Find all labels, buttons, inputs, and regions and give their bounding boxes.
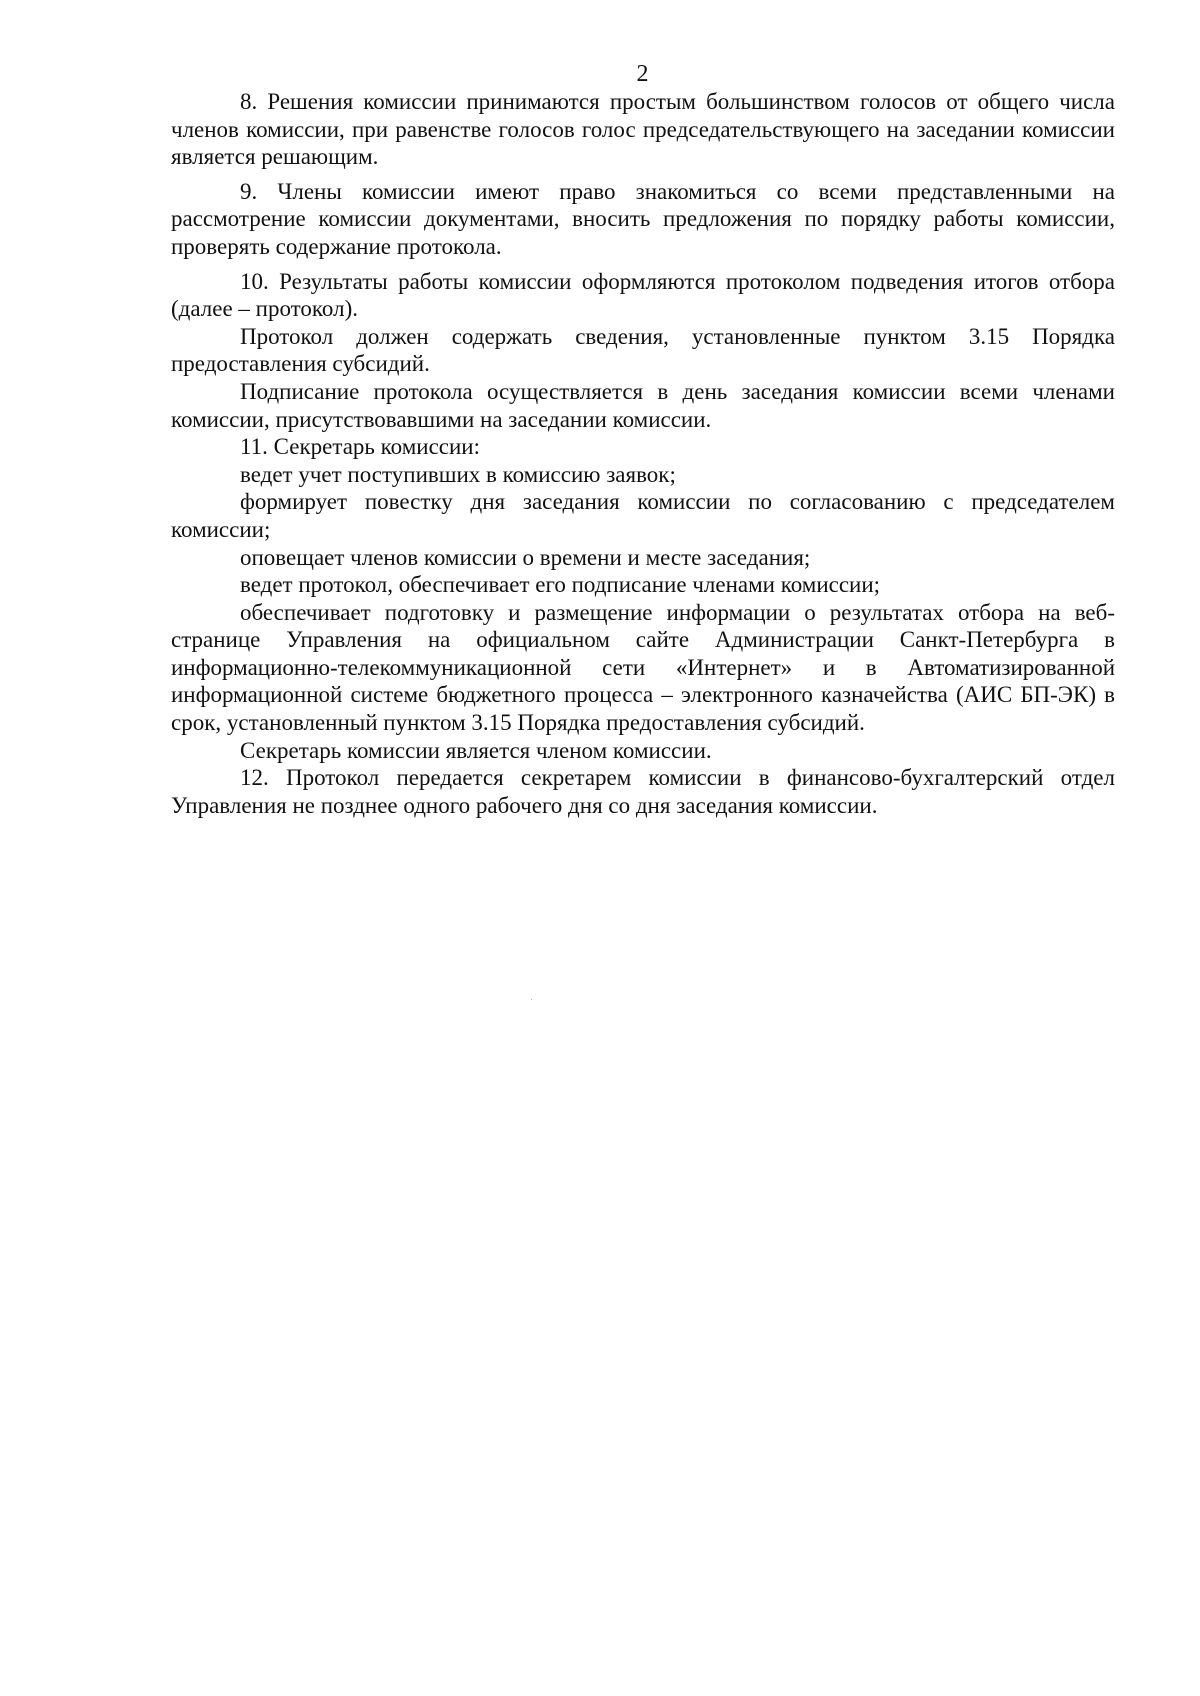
- page-number: 2: [636, 61, 649, 87]
- scan-speck: [531, 999, 532, 1000]
- paragraph-item-9: 9. Члены комиссии имеют право знакомиться со всеми представленными на рассмотрение комиссии документами, вносить предложения по порядку работы комиссии, проверять содержание протокола.: [171, 178, 1115, 259]
- paragraph-item-10: 10. Результаты работы комиссии оформляются протоколом подведения итогов отбора (далее – протокол).: [171, 268, 1115, 322]
- paragraph-secretary-duty-5: обеспечивает подготовку и размещение информации о результатах отбора на веб-странице Управления на официальном сайте Администрации Санкт-Петербурга в информационно-телекоммуникационной сети «Интернет» и в Автоматизированной информационной системе бюджетного процесса – электронного казначейства (АИС БП-ЭК) в срок, установленный пунктом 3.15 Порядка предоставления субсидий.: [171, 599, 1115, 736]
- paragraph-secretary-duty-2: формирует повестку дня заседания комиссии по согласованию с председателем комиссии;: [171, 489, 1115, 542]
- paragraph-protocol-signing: Подписание протокола осуществляется в день заседания комиссии всеми членами комиссии, присутствовавшими на заседании комиссии.: [171, 378, 1115, 432]
- paragraph-item-12: 12. Протокол передается секретарем комиссии в финансово-бухгалтерский отдел Управления не позднее одного рабочего дня со дня заседания комиссии.: [171, 765, 1115, 818]
- paragraph-secretary-duty-3: оповещает членов комиссии о времени и месте заседания;: [240, 544, 811, 570]
- paragraph-secretary-duty-1: ведет учет поступивших в комиссию заявок;: [240, 461, 676, 487]
- document-body: [171, 88, 1115, 819]
- paragraph-secretary-member: Секретарь комиссии является членом комиссии.: [240, 737, 712, 763]
- paragraph-protocol-content: Протокол должен содержать сведения, установленные пунктом 3.15 Порядка предоставления субсидий.: [171, 323, 1115, 377]
- paragraph-secretary-duty-4: ведет протокол, обеспечивает его подписание членами комиссии;: [240, 572, 881, 598]
- paragraph-item-8: 8. Решения комиссии принимаются простым большинством голосов от общего числа членов комиссии, при равенстве голосов голос председательствующего на заседании комиссии является решающим.: [171, 89, 1115, 170]
- paragraph-item-11: 11. Секретарь комиссии:: [240, 434, 480, 460]
